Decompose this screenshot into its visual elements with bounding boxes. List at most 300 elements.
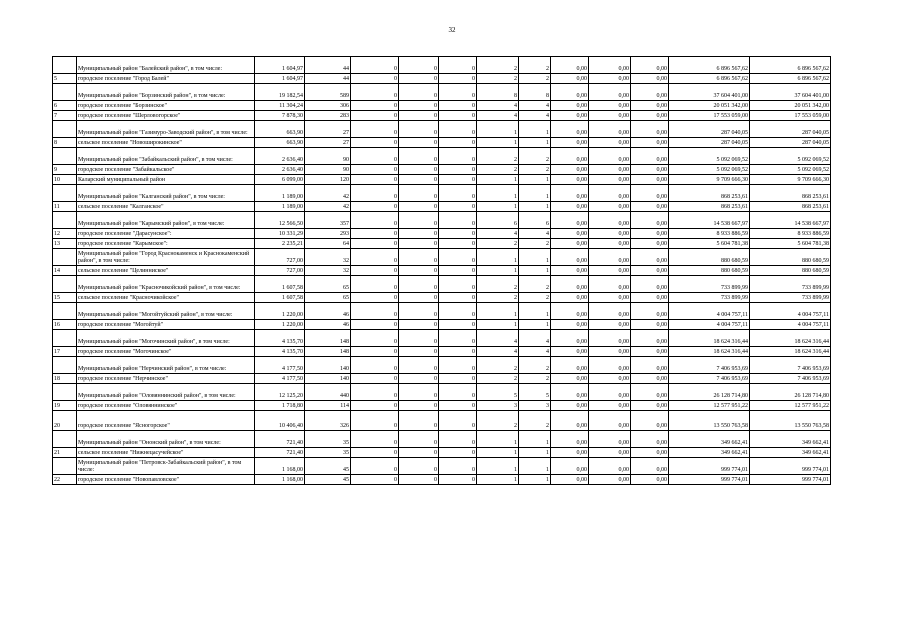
cell-c7: 0,00	[551, 148, 589, 165]
cell-c4: 0	[439, 202, 477, 212]
cell-c7: 0,00	[551, 74, 589, 84]
cell-c1: 32	[305, 249, 351, 266]
cell-c11: 17 553 059,00	[750, 111, 831, 121]
cell-c7: 0,00	[551, 165, 589, 175]
cell-c3: 0	[399, 202, 439, 212]
table-row	[53, 475, 831, 485]
cell-c1: 326	[305, 411, 351, 431]
cell-area: 663,90	[255, 121, 305, 138]
cell-c10: 9 709 666,30	[669, 175, 750, 185]
cell-no: 12	[53, 229, 77, 239]
cell-c10: 6 896 567,62	[669, 57, 750, 74]
cell-c6: 2	[519, 276, 551, 293]
cell-c7: 0,00	[551, 303, 589, 320]
cell-c5: 1	[477, 121, 519, 138]
cell-area: 2 636,40	[255, 148, 305, 165]
cell-no: 19	[53, 401, 77, 411]
cell-c5: 4	[477, 330, 519, 347]
cell-c8: 0,00	[589, 229, 631, 239]
cell-name: Муниципальный район "Балейский район", в том числе:	[77, 57, 255, 74]
cell-c3: 0	[399, 303, 439, 320]
cell-c8: 0,00	[589, 384, 631, 401]
cell-c1: 27	[305, 121, 351, 138]
cell-c3: 0	[399, 138, 439, 148]
cell-c5: 2	[477, 357, 519, 374]
cell-area: 727,00	[255, 266, 305, 276]
cell-name: сельское поселение "Новоширокинское"	[77, 138, 255, 148]
page-number: 32	[448, 26, 456, 34]
table-row	[53, 249, 831, 266]
cell-c10: 5 092 069,52	[669, 165, 750, 175]
cell-c5: 6	[477, 212, 519, 229]
cell-name: городское поселение "Ясногорское"	[77, 411, 255, 431]
cell-c2: 0	[351, 384, 399, 401]
cell-c7: 0,00	[551, 212, 589, 229]
cell-area: 1 168,00	[255, 458, 305, 475]
cell-c3: 0	[399, 249, 439, 266]
cell-c1: 589	[305, 84, 351, 101]
cell-c9: 0,00	[631, 357, 669, 374]
cell-c9: 0,00	[631, 202, 669, 212]
cell-name: Муниципальный район "Борзинский район", в том числе:	[77, 84, 255, 101]
cell-c11: 880 680,59	[750, 249, 831, 266]
cell-c11: 6 896 567,62	[750, 57, 831, 74]
cell-name: сельское поселение "Целинниское"	[77, 266, 255, 276]
cell-c7: 0,00	[551, 357, 589, 374]
cell-c2: 0	[351, 239, 399, 249]
cell-no: 7	[53, 111, 77, 121]
table-row	[53, 212, 831, 229]
cell-c7: 0,00	[551, 411, 589, 431]
cell-c9: 0,00	[631, 431, 669, 448]
cell-name: сельское поселение "Нижнецасучейское"	[77, 448, 255, 458]
cell-c6: 1	[519, 320, 551, 330]
cell-c7: 0,00	[551, 374, 589, 384]
cell-c9: 0,00	[631, 384, 669, 401]
cell-c2: 0	[351, 374, 399, 384]
table-row	[53, 266, 831, 276]
cell-c8: 0,00	[589, 101, 631, 111]
cell-c10: 733 899,99	[669, 276, 750, 293]
cell-c3: 0	[399, 320, 439, 330]
cell-no	[53, 303, 77, 320]
cell-c1: 32	[305, 266, 351, 276]
cell-c9: 0,00	[631, 165, 669, 175]
cell-no	[53, 84, 77, 101]
cell-c1: 140	[305, 374, 351, 384]
cell-name: городское поселение "Забайкальское"	[77, 165, 255, 175]
cell-c1: 27	[305, 138, 351, 148]
cell-name: городское поселение "Дарасунское":	[77, 229, 255, 239]
cell-name: городское поселение "Нерчинское"	[77, 374, 255, 384]
cell-c11: 880 680,59	[750, 266, 831, 276]
cell-c4: 0	[439, 249, 477, 266]
cell-c5: 2	[477, 276, 519, 293]
cell-c4: 0	[439, 357, 477, 374]
cell-c1: 148	[305, 330, 351, 347]
cell-c5: 1	[477, 249, 519, 266]
cell-c11: 4 004 757,11	[750, 320, 831, 330]
cell-no: 22	[53, 475, 77, 485]
cell-c11: 5 092 069,52	[750, 165, 831, 175]
cell-c5: 1	[477, 431, 519, 448]
cell-c5: 2	[477, 374, 519, 384]
table-row	[53, 448, 831, 458]
cell-c4: 0	[439, 276, 477, 293]
cell-c3: 0	[399, 239, 439, 249]
cell-c6: 1	[519, 175, 551, 185]
cell-area: 4 177,50	[255, 357, 305, 374]
cell-c3: 0	[399, 475, 439, 485]
cell-c8: 0,00	[589, 475, 631, 485]
cell-name: городское поселение "Карымское":	[77, 239, 255, 249]
cell-c7: 0,00	[551, 175, 589, 185]
cell-c6: 2	[519, 239, 551, 249]
cell-c5: 3	[477, 401, 519, 411]
table-row	[53, 111, 831, 121]
cell-c5: 1	[477, 475, 519, 485]
cell-c7: 0,00	[551, 138, 589, 148]
cell-c5: 1	[477, 266, 519, 276]
table-row	[53, 401, 831, 411]
cell-c2: 0	[351, 84, 399, 101]
cell-c9: 0,00	[631, 475, 669, 485]
cell-c8: 0,00	[589, 148, 631, 165]
cell-c7: 0,00	[551, 330, 589, 347]
cell-c1: 140	[305, 357, 351, 374]
cell-c3: 0	[399, 175, 439, 185]
cell-name: Муниципальный район "Газимуро-Заводский район", в том числе:	[77, 121, 255, 138]
cell-c1: 42	[305, 185, 351, 202]
cell-c7: 0,00	[551, 84, 589, 101]
table-row	[53, 411, 831, 431]
cell-c5: 4	[477, 347, 519, 357]
cell-no: 15	[53, 293, 77, 303]
cell-c8: 0,00	[589, 303, 631, 320]
cell-c9: 0,00	[631, 185, 669, 202]
cell-c10: 6 896 567,62	[669, 74, 750, 84]
cell-c10: 999 774,01	[669, 475, 750, 485]
cell-c9: 0,00	[631, 121, 669, 138]
cell-no: 11	[53, 202, 77, 212]
cell-c1: 35	[305, 448, 351, 458]
table-row	[53, 165, 831, 175]
cell-no	[53, 431, 77, 448]
table-body	[53, 57, 831, 485]
cell-c11: 12 577 951,22	[750, 401, 831, 411]
cell-c1: 293	[305, 229, 351, 239]
cell-name: Муниципальный район "Ононский район", в том числе:	[77, 431, 255, 448]
cell-no	[53, 212, 77, 229]
cell-c7: 0,00	[551, 266, 589, 276]
cell-c8: 0,00	[589, 212, 631, 229]
cell-area: 4 135,70	[255, 330, 305, 347]
cell-c6: 8	[519, 84, 551, 101]
cell-name: городское поселение "Новопавловское"	[77, 475, 255, 485]
cell-c3: 0	[399, 111, 439, 121]
cell-c6: 4	[519, 347, 551, 357]
cell-c4: 0	[439, 374, 477, 384]
table-row	[53, 148, 831, 165]
cell-c9: 0,00	[631, 303, 669, 320]
cell-c6: 3	[519, 401, 551, 411]
cell-c6: 1	[519, 121, 551, 138]
cell-c9: 0,00	[631, 249, 669, 266]
cell-no	[53, 121, 77, 138]
cell-name: сельское поселение "Калганское"	[77, 202, 255, 212]
cell-c3: 0	[399, 266, 439, 276]
cell-c10: 37 604 401,00	[669, 84, 750, 101]
cell-c10: 999 774,01	[669, 458, 750, 475]
cell-no	[53, 384, 77, 401]
cell-c11: 13 550 763,58	[750, 411, 831, 431]
cell-c7: 0,00	[551, 401, 589, 411]
cell-area: 4 135,70	[255, 347, 305, 357]
cell-c2: 0	[351, 148, 399, 165]
cell-c4: 0	[439, 57, 477, 74]
cell-area: 2 235,21	[255, 239, 305, 249]
housing-data-table	[52, 56, 831, 485]
cell-area: 12 125,20	[255, 384, 305, 401]
cell-c3: 0	[399, 57, 439, 74]
cell-no: 20	[53, 411, 77, 431]
cell-c10: 868 253,61	[669, 202, 750, 212]
cell-c6: 5	[519, 384, 551, 401]
cell-c5: 2	[477, 239, 519, 249]
table-row	[53, 458, 831, 475]
cell-no: 9	[53, 165, 77, 175]
cell-c11: 7 406 953,69	[750, 374, 831, 384]
cell-area: 19 182,54	[255, 84, 305, 101]
cell-area: 721,40	[255, 431, 305, 448]
table-row	[53, 74, 831, 84]
cell-area: 1 220,00	[255, 320, 305, 330]
cell-c2: 0	[351, 165, 399, 175]
cell-no: 18	[53, 374, 77, 384]
cell-c4: 0	[439, 175, 477, 185]
cell-c5: 1	[477, 458, 519, 475]
cell-c6: 2	[519, 74, 551, 84]
cell-c2: 0	[351, 111, 399, 121]
cell-name: Муниципальный район "Нерчинский район", в том числе:	[77, 357, 255, 374]
cell-c4: 0	[439, 303, 477, 320]
cell-no: 13	[53, 239, 77, 249]
cell-c7: 0,00	[551, 458, 589, 475]
cell-c4: 0	[439, 101, 477, 111]
cell-area: 10 331,29	[255, 229, 305, 239]
cell-area: 1 189,00	[255, 185, 305, 202]
cell-c9: 0,00	[631, 74, 669, 84]
cell-c2: 0	[351, 475, 399, 485]
cell-c11: 349 662,41	[750, 448, 831, 458]
cell-c7: 0,00	[551, 320, 589, 330]
cell-c3: 0	[399, 229, 439, 239]
cell-area: 1 168,00	[255, 475, 305, 485]
cell-c4: 0	[439, 431, 477, 448]
cell-c6: 2	[519, 57, 551, 74]
cell-c9: 0,00	[631, 138, 669, 148]
cell-c1: 148	[305, 347, 351, 357]
cell-c9: 0,00	[631, 229, 669, 239]
table-row	[53, 330, 831, 347]
cell-c4: 0	[439, 229, 477, 239]
cell-c8: 0,00	[589, 448, 631, 458]
cell-c5: 2	[477, 293, 519, 303]
cell-area: 663,90	[255, 138, 305, 148]
cell-c5: 1	[477, 202, 519, 212]
table-row	[53, 121, 831, 138]
cell-c1: 45	[305, 475, 351, 485]
cell-c10: 12 577 951,22	[669, 401, 750, 411]
cell-no: 6	[53, 101, 77, 111]
cell-name: Муниципальный район "Могочинский район", в том числе:	[77, 330, 255, 347]
cell-c5: 1	[477, 320, 519, 330]
cell-no	[53, 357, 77, 374]
table-row	[53, 357, 831, 374]
cell-c1: 283	[305, 111, 351, 121]
cell-c3: 0	[399, 347, 439, 357]
cell-c9: 0,00	[631, 212, 669, 229]
cell-area: 10 406,40	[255, 411, 305, 431]
cell-no	[53, 249, 77, 266]
cell-c8: 0,00	[589, 175, 631, 185]
cell-c2: 0	[351, 303, 399, 320]
cell-c11: 999 774,01	[750, 458, 831, 475]
cell-c1: 440	[305, 384, 351, 401]
cell-c4: 0	[439, 384, 477, 401]
cell-c7: 0,00	[551, 57, 589, 74]
cell-c11: 5 604 781,38	[750, 239, 831, 249]
cell-c7: 0,00	[551, 431, 589, 448]
cell-area: 12 566,50	[255, 212, 305, 229]
cell-c11: 733 899,99	[750, 293, 831, 303]
cell-c1: 46	[305, 303, 351, 320]
cell-c2: 0	[351, 138, 399, 148]
cell-c7: 0,00	[551, 347, 589, 357]
cell-c6: 2	[519, 411, 551, 431]
cell-c11: 733 899,99	[750, 276, 831, 293]
cell-c1: 65	[305, 293, 351, 303]
cell-c5: 2	[477, 165, 519, 175]
cell-c6: 1	[519, 249, 551, 266]
cell-c5: 1	[477, 175, 519, 185]
cell-area: 1 607,58	[255, 276, 305, 293]
cell-no: 17	[53, 347, 77, 357]
cell-no	[53, 330, 77, 347]
cell-c2: 0	[351, 202, 399, 212]
cell-c9: 0,00	[631, 458, 669, 475]
cell-c9: 0,00	[631, 266, 669, 276]
cell-c10: 7 406 953,69	[669, 357, 750, 374]
table-row	[53, 101, 831, 111]
cell-c8: 0,00	[589, 202, 631, 212]
cell-c3: 0	[399, 431, 439, 448]
cell-c2: 0	[351, 121, 399, 138]
cell-c4: 0	[439, 266, 477, 276]
table-row	[53, 431, 831, 448]
cell-c8: 0,00	[589, 374, 631, 384]
cell-name: городское поселение "Могочинское"	[77, 347, 255, 357]
cell-c9: 0,00	[631, 276, 669, 293]
cell-c5: 2	[477, 57, 519, 74]
cell-c3: 0	[399, 74, 439, 84]
cell-area: 4 177,50	[255, 374, 305, 384]
cell-c7: 0,00	[551, 384, 589, 401]
cell-c10: 14 538 667,97	[669, 212, 750, 229]
cell-c10: 733 899,99	[669, 293, 750, 303]
cell-c2: 0	[351, 320, 399, 330]
cell-c1: 44	[305, 74, 351, 84]
cell-c8: 0,00	[589, 411, 631, 431]
cell-c5: 1	[477, 448, 519, 458]
cell-c11: 20 051 342,00	[750, 101, 831, 111]
cell-c1: 90	[305, 148, 351, 165]
cell-c10: 5 092 069,52	[669, 148, 750, 165]
cell-c7: 0,00	[551, 249, 589, 266]
cell-name: Муниципальный район "Город Краснокаменск и Краснокаменский район", в том числе:	[77, 249, 255, 266]
cell-c4: 0	[439, 74, 477, 84]
cell-no	[53, 57, 77, 74]
cell-c5: 4	[477, 111, 519, 121]
cell-c9: 0,00	[631, 374, 669, 384]
cell-c2: 0	[351, 185, 399, 202]
cell-c9: 0,00	[631, 320, 669, 330]
cell-c5: 2	[477, 148, 519, 165]
cell-c4: 0	[439, 185, 477, 202]
cell-c11: 26 128 714,80	[750, 384, 831, 401]
cell-name: городское поселение "Город Балей"	[77, 74, 255, 84]
cell-c2: 0	[351, 101, 399, 111]
cell-c11: 349 662,41	[750, 431, 831, 448]
cell-c8: 0,00	[589, 121, 631, 138]
cell-name: Муниципальный район "Красночикойский район", в том числе:	[77, 276, 255, 293]
cell-c3: 0	[399, 276, 439, 293]
cell-c7: 0,00	[551, 229, 589, 239]
cell-c6: 4	[519, 101, 551, 111]
table-row	[53, 374, 831, 384]
cell-c2: 0	[351, 212, 399, 229]
cell-c6: 2	[519, 357, 551, 374]
cell-area: 721,40	[255, 448, 305, 458]
cell-name: Муниципальный район "Петровск-Забайкальский район", в том числе:	[77, 458, 255, 475]
table-row	[53, 276, 831, 293]
cell-c1: 120	[305, 175, 351, 185]
cell-c1: 114	[305, 401, 351, 411]
cell-c11: 868 253,61	[750, 202, 831, 212]
cell-c2: 0	[351, 229, 399, 239]
table-row	[53, 320, 831, 330]
cell-c4: 0	[439, 401, 477, 411]
cell-name: сельское поселение "Красночикойское"	[77, 293, 255, 303]
cell-c10: 13 550 763,58	[669, 411, 750, 431]
cell-c7: 0,00	[551, 475, 589, 485]
cell-c6: 1	[519, 431, 551, 448]
cell-c10: 18 624 316,44	[669, 347, 750, 357]
cell-c4: 0	[439, 320, 477, 330]
table-row	[53, 239, 831, 249]
cell-name: городское поселение "Могойтуй"	[77, 320, 255, 330]
cell-c9: 0,00	[631, 148, 669, 165]
cell-c9: 0,00	[631, 347, 669, 357]
cell-area: 1 604,97	[255, 74, 305, 84]
cell-c2: 0	[351, 357, 399, 374]
cell-no: 16	[53, 320, 77, 330]
cell-no	[53, 185, 77, 202]
cell-c10: 349 662,41	[669, 431, 750, 448]
cell-c1: 35	[305, 431, 351, 448]
cell-c4: 0	[439, 148, 477, 165]
cell-c9: 0,00	[631, 101, 669, 111]
